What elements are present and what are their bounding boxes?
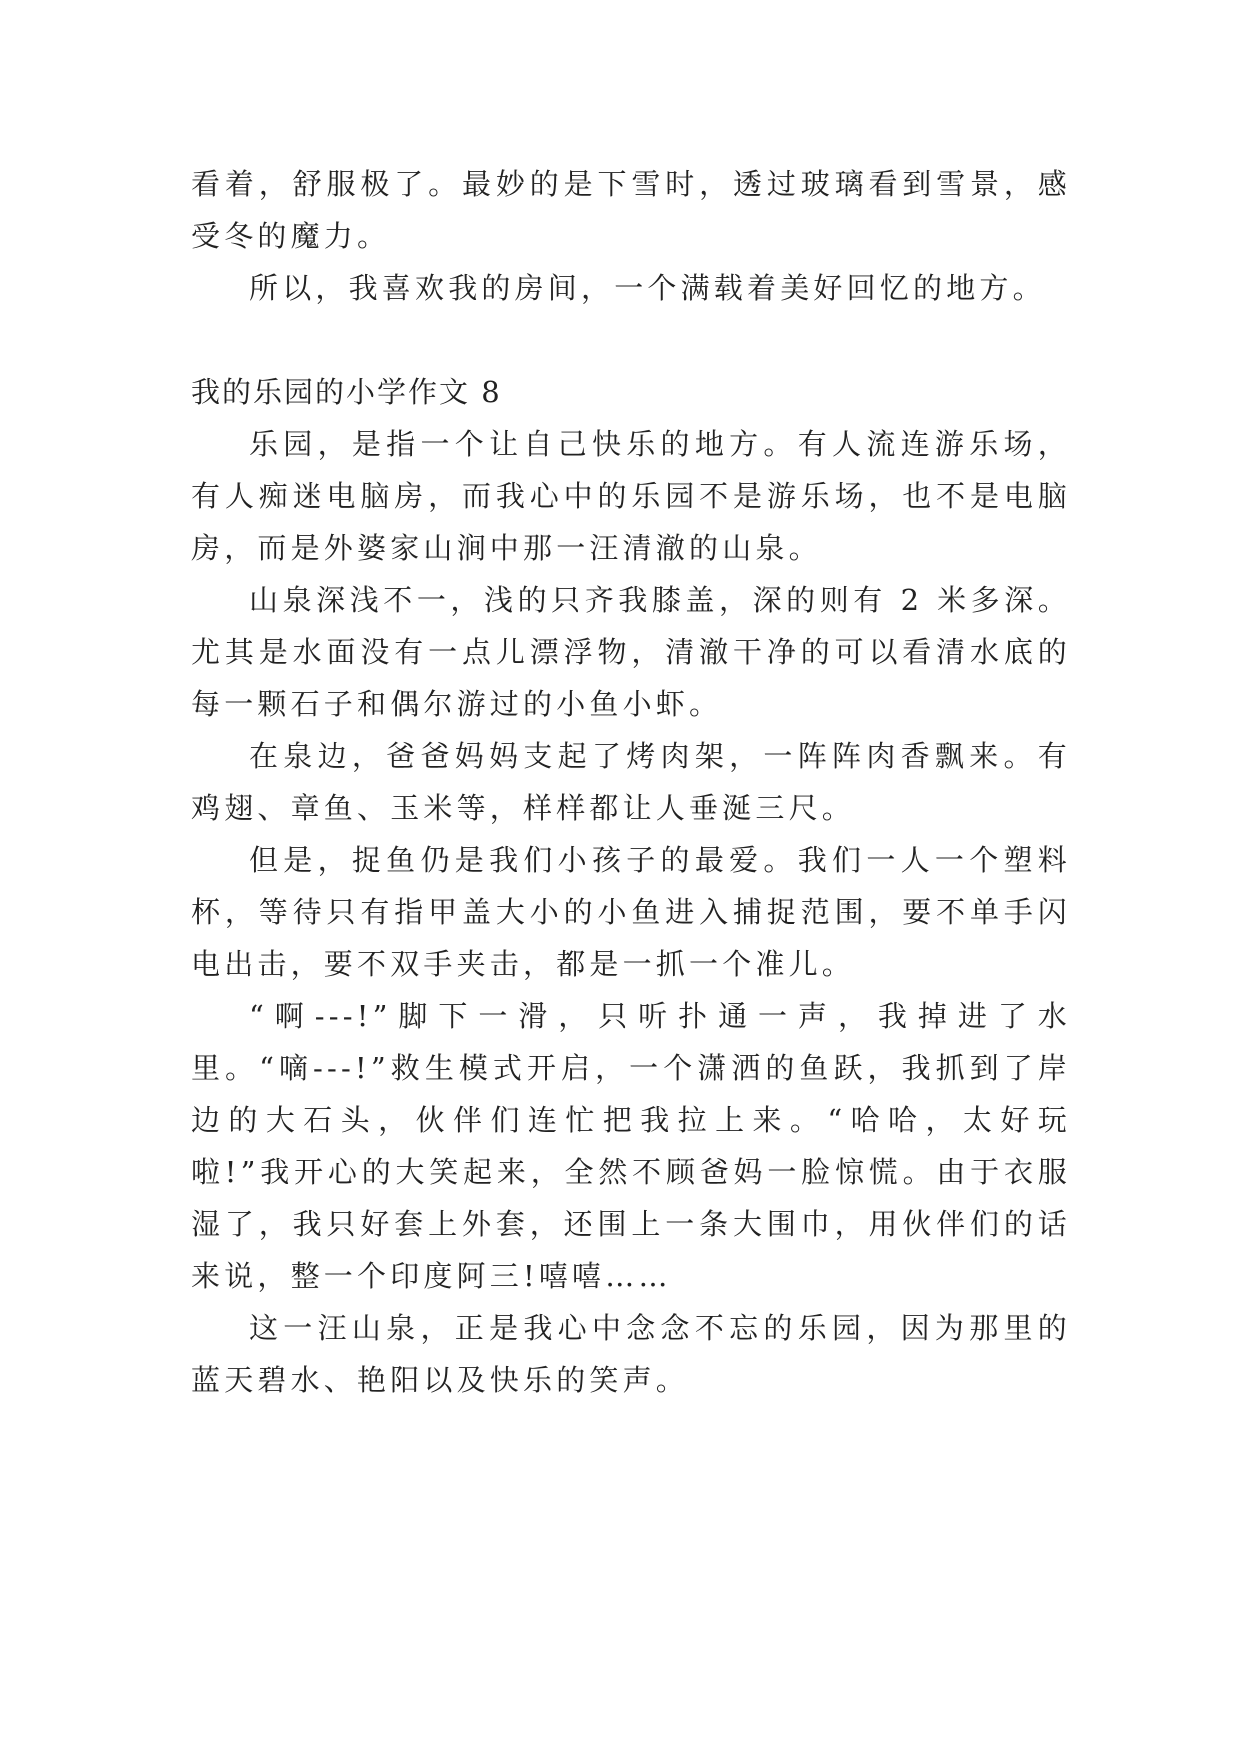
- essay-paragraph: 这一汪山泉，正是我心中念念不忘的乐园，因为那里的蓝天碧水、艳阳以及快乐的笑声。: [191, 1311, 1071, 1397]
- continued-paragraph: 所以，我喜欢我的房间，一个满载着美好回忆的地方。: [249, 271, 1046, 305]
- essay-paragraph: 山泉深浅不一，浅的只齐我膝盖，深的则有 2 米多深。尤其是水面没有一点儿漂浮物，清澈干净的可以看清水底的每一颗石子和偶尔游过的小鱼小虾。: [191, 583, 1071, 721]
- essay-paragraph: 在泉边，爸爸妈妈支起了烤肉架，一阵阵肉香飘来。有鸡翅、章鱼、玉米等，样样都让人垂涎三尺。: [191, 739, 1071, 825]
- essay-paragraph: “啊---!”脚下一滑，只听扑通一声，我掉进了水里。“嘀---!”救生模式开启，一个潇洒的鱼跃，我抓到了岸边的大石头，伙伴们连忙把我拉上来。“哈哈，太好玩啦!”我开心的大笑起来，全然不顾爸妈一脸惊慌。由于衣服湿了，我只好套上外套，还围上一条大围巾，用伙伴们的话来说，整一个印度阿三!嘻嘻……: [191, 999, 1071, 1293]
- document-body: [191, 158, 1071, 1406]
- essay-paragraph: 乐园，是指一个让自己快乐的地方。有人流连游乐场，有人痴迷电脑房，而我心中的乐园不是游乐场，也不是电脑房，而是外婆家山涧中那一汪清澈的山泉。: [191, 427, 1071, 565]
- essay-title: 我的乐园的小学作文 8: [191, 375, 502, 409]
- continued-paragraph: 看着，舒服极了。最妙的是下雪时，透过玻璃看到雪景，感受冬的魔力。: [191, 167, 1071, 253]
- essay-paragraph: 但是，捉鱼仍是我们小孩子的最爱。我们一人一个塑料杯，等待只有指甲盖大小的小鱼进入捕捉范围，要不单手闪电出击，要不双手夹击，都是一抓一个准儿。: [191, 843, 1071, 981]
